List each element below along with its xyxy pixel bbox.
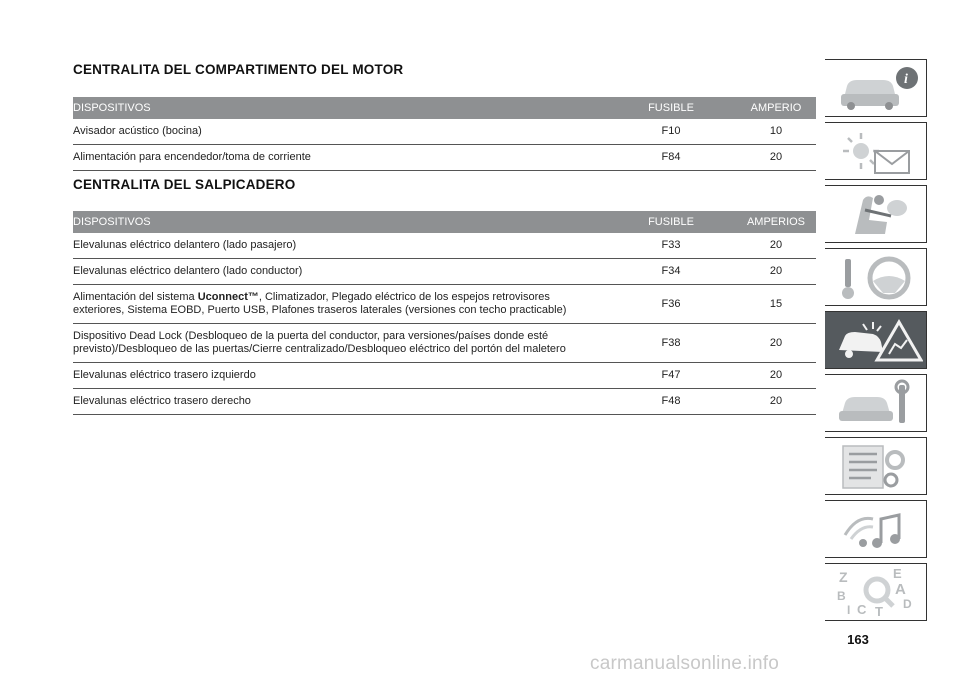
tab-emergency[interactable]: [825, 311, 927, 369]
table-row: [73, 145, 816, 171]
airbag-seat-icon: [833, 190, 923, 240]
device-cell: Alimentación para encendedor/toma de corriente: [73, 145, 606, 171]
fuse-cell: F36: [606, 285, 736, 324]
table-row: [73, 389, 816, 415]
multimedia-icon: [833, 505, 923, 555]
table-header: [73, 211, 816, 233]
header-fuse: FUSIBLE: [606, 211, 736, 233]
fuse-cell: F10: [606, 119, 736, 145]
uconnect-brand: Uconnect™: [197, 291, 259, 303]
amp-cell: 10: [736, 119, 816, 145]
amp-cell: 20: [736, 363, 816, 389]
amp-cell: 20: [736, 145, 816, 171]
technical-data-icon: [833, 442, 923, 492]
watermark: carmanualsonline.info: [590, 653, 780, 674]
amp-cell: 20: [736, 259, 816, 285]
table-header: [73, 97, 816, 119]
section-title-engine: CENTRALITA DEL COMPARTIMENTO DEL MOTOR: [73, 62, 404, 77]
device-text: Alimentación del sistema: [73, 291, 198, 303]
tab-steering-key[interactable]: [825, 248, 927, 306]
tab-multimedia[interactable]: [825, 500, 927, 558]
warning-lights-icon: [833, 127, 923, 177]
engine-fuse-table: [73, 97, 816, 171]
page-number: 163: [847, 632, 869, 647]
device-text: , Climatizador, Plegado eléctrico de los espejos retrovisores exteriores, Sistema EOBD, Puerto USB, Plafones traseros laterales (versiones con techo practicable): [73, 291, 567, 316]
fuse-cell: F84: [606, 145, 736, 171]
tab-airbag-seat[interactable]: [825, 185, 927, 243]
fuse-cell: F47: [606, 363, 736, 389]
table-row: [73, 119, 816, 145]
device-cell: Elevalunas eléctrico trasero izquierdo: [73, 363, 606, 389]
header-fuse: FUSIBLE: [606, 97, 736, 119]
fuse-cell: F33: [606, 233, 736, 259]
header-devices: DISPOSITIVOS: [73, 97, 606, 119]
device-cell: [73, 285, 606, 324]
device-cell: Dispositivo Dead Lock (Desbloqueo de la puerta del conductor, para versiones/países donde esté previsto)/Desbloqueo de las puertas/Cierre centralizado/Desbloqueo eléctrico del portón del maletero: [73, 324, 606, 363]
tab-technical-data[interactable]: [825, 437, 927, 495]
index-letter: T: [875, 604, 883, 618]
fuse-cell: F48: [606, 389, 736, 415]
index-letter: I: [847, 603, 851, 617]
table-row: [73, 363, 816, 389]
fuse-cell: F34: [606, 259, 736, 285]
header-devices: DISPOSITIVOS: [73, 211, 606, 233]
index-letter: A: [895, 581, 906, 598]
index-letter: Z: [839, 569, 848, 585]
dashboard-fuse-table: [73, 211, 816, 415]
table-row: [73, 233, 816, 259]
tab-car-info[interactable]: [825, 59, 927, 117]
steering-key-icon: [833, 253, 923, 303]
amp-cell: 20: [736, 389, 816, 415]
amp-cell: 15: [736, 285, 816, 324]
table-row: [73, 259, 816, 285]
index-icon: [833, 568, 923, 618]
index-letter: E: [893, 568, 902, 581]
header-amp: AMPERIO: [736, 97, 816, 119]
fuse-cell: F38: [606, 324, 736, 363]
table-row: [73, 324, 816, 363]
index-letter: B: [837, 589, 846, 603]
tab-index[interactable]: [825, 563, 927, 621]
index-letter: C: [857, 602, 867, 617]
device-cell: Elevalunas eléctrico trasero derecho: [73, 389, 606, 415]
car-maintenance-icon: [833, 379, 923, 429]
amp-cell: 20: [736, 324, 816, 363]
table-row: [73, 285, 816, 324]
svg-text:i: i: [904, 72, 908, 87]
device-cell: Avisador acústico (bocina): [73, 119, 606, 145]
car-info-icon: [833, 64, 923, 114]
header-amp: AMPERIOS: [736, 211, 816, 233]
index-letter: D: [903, 597, 912, 611]
amp-cell: 20: [736, 233, 816, 259]
device-cell: Elevalunas eléctrico delantero (lado conductor): [73, 259, 606, 285]
device-cell: Elevalunas eléctrico delantero (lado pasajero): [73, 233, 606, 259]
tab-warning-lights[interactable]: [825, 122, 927, 180]
tab-maintenance[interactable]: [825, 374, 927, 432]
car-accident-warning-icon: [833, 316, 923, 366]
section-title-dashboard: CENTRALITA DEL SALPICADERO: [73, 177, 296, 192]
